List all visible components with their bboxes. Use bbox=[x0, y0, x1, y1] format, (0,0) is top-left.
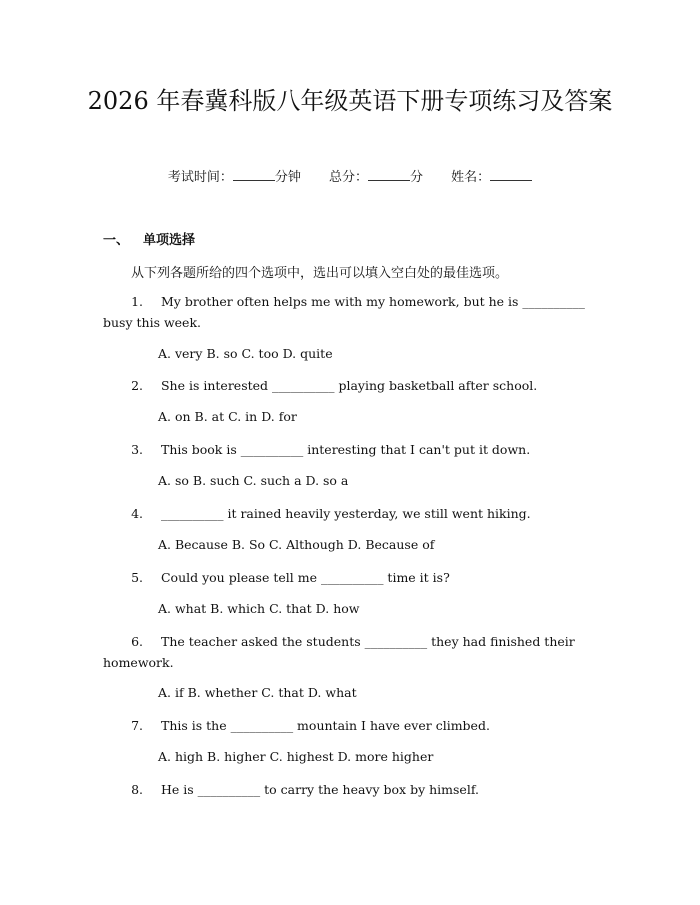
question-3 bbox=[103, 439, 600, 460]
total-score-label: 总分： bbox=[328, 170, 368, 185]
name-blank bbox=[490, 168, 532, 181]
question-number: 5. bbox=[131, 570, 143, 585]
question-2 bbox=[103, 375, 600, 396]
section-title: 单项选择 bbox=[143, 233, 196, 248]
question-text: She is interested __________ playing basketball after school. bbox=[160, 378, 538, 393]
question-text: The teacher asked the students __________ they had finished their homework. bbox=[103, 634, 575, 670]
question-4 bbox=[103, 503, 600, 524]
question-4-options: A. Because B. So C. Although D. Because of bbox=[158, 537, 435, 552]
question-text: He is __________ to carry the heavy box by himself. bbox=[160, 782, 479, 797]
exam-time-blank bbox=[233, 168, 275, 181]
question-8 bbox=[103, 779, 600, 800]
question-text: This book is __________ interesting that I can't put it down. bbox=[160, 442, 531, 457]
question-7 bbox=[103, 715, 600, 736]
name-label: 姓名： bbox=[451, 170, 491, 185]
name-field bbox=[451, 170, 532, 185]
question-text: My brother often helps me with my homework, but he is __________ busy this week. bbox=[103, 294, 585, 330]
question-number: 6. bbox=[131, 634, 143, 649]
question-number: 8. bbox=[131, 782, 143, 797]
exam-time-label: 考试时间： bbox=[167, 170, 233, 185]
question-text: This is the __________ mountain I have ever climbed. bbox=[160, 718, 490, 733]
question-number: 1. bbox=[131, 294, 143, 309]
question-7-options: A. high B. higher C. highest D. more higher bbox=[158, 749, 434, 764]
section-heading bbox=[103, 229, 195, 248]
instruction-text: 从下列各题所给的四个选项中，选出可以填入空白处的最佳选项。 bbox=[131, 266, 509, 281]
total-score-unit: 分 bbox=[410, 170, 424, 185]
question-3-options: A. so B. such C. such a D. so a bbox=[158, 473, 349, 488]
question-number: 3. bbox=[131, 442, 143, 457]
exam-time-field bbox=[168, 170, 305, 185]
question-1 bbox=[103, 291, 600, 333]
question-5 bbox=[103, 567, 600, 588]
question-1-options: A. very B. so C. too D. quite bbox=[158, 346, 333, 361]
question-number: 2. bbox=[131, 378, 143, 393]
question-number: 4. bbox=[131, 506, 143, 521]
question-number: 7. bbox=[131, 718, 143, 733]
total-score-blank bbox=[368, 168, 410, 181]
exam-info-line bbox=[0, 168, 700, 187]
question-6 bbox=[103, 631, 600, 673]
total-score-field bbox=[329, 170, 427, 185]
page-title: 2026 年春冀科版八年级英语下册专项练习及答案 bbox=[87, 87, 613, 115]
question-text: __________ it rained heavily yesterday, we still went hiking. bbox=[160, 506, 531, 521]
exam-time-unit: 分钟 bbox=[274, 170, 301, 185]
question-5-options: A. what B. which C. that D. how bbox=[158, 601, 360, 616]
section-number: 一、 bbox=[103, 233, 130, 248]
question-6-options: A. if B. whether C. that D. what bbox=[158, 685, 357, 700]
question-2-options: A. on B. at C. in D. for bbox=[158, 409, 297, 424]
question-text: Could you please tell me __________ time it is? bbox=[160, 570, 450, 585]
